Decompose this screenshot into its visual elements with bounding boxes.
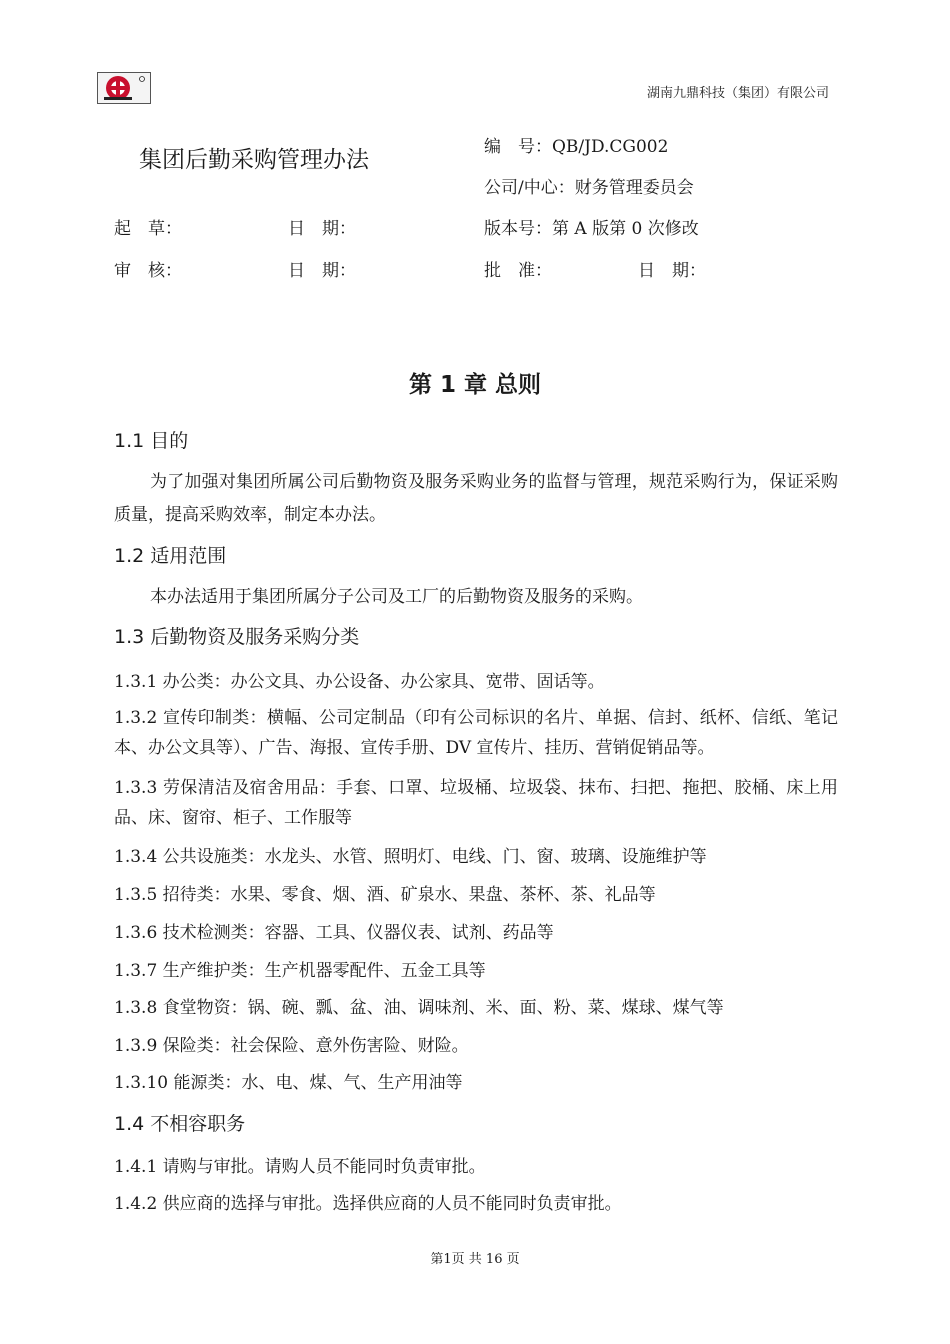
review-date-label: 日 期： xyxy=(288,261,356,281)
company-logo xyxy=(97,72,151,104)
page-number: 第1页 共 16 页 xyxy=(430,1252,520,1267)
draft-date-label: 日 期： xyxy=(288,219,356,239)
document-department: 公司/中心：财务管理委员会 xyxy=(484,178,694,198)
list-item: 1.3.7 生产维护类：生产机器零配件、五金工具等 xyxy=(114,961,486,981)
section-heading-1-3: 1.3 后勤物资及服务采购分类 xyxy=(114,626,360,648)
list-item: 1.3.8 食堂物资：锅、碗、瓢、盆、油、调味剂、米、面、粉、菜、煤球、煤气等 xyxy=(114,998,724,1018)
section-heading-1-1: 1.1 目的 xyxy=(114,430,189,452)
section-text-1-1: 为了加强对集团所属公司后勤物资及服务采购业务的监督与管理，规范采购行为，保证采购质量，提高采购效率，制定本办法。 xyxy=(114,472,838,525)
list-item: 1.3.1 办公类：办公文具、办公设备、办公家具、宽带、固话等。 xyxy=(114,672,605,692)
document-number: 编 号：QB/JD.CG002 xyxy=(484,137,669,157)
chapter-heading: 第 1 章 总则 xyxy=(408,372,542,398)
drafter-label: 起 草： xyxy=(114,219,182,239)
list-item: 1.4.2 供应商的选择与审批。选择供应商的人员不能同时负责审批。 xyxy=(114,1194,622,1214)
section-heading-1-2: 1.2 适用范围 xyxy=(114,545,227,567)
section-text-1-2: 本办法适用于集团所属分子公司及工厂的后勤物资及服务的采购。 xyxy=(150,587,643,607)
list-item: 1.4.1 请购与审批。请购人员不能同时负责审批。 xyxy=(114,1157,486,1177)
list-item: 1.3.10 能源类：水、电、煤、气、生产用油等 xyxy=(114,1073,463,1093)
section-heading-1-4: 1.4 不相容职务 xyxy=(114,1113,246,1135)
list-item: 1.3.6 技术检测类：容器、工具、仪器仪表、试剂、药品等 xyxy=(114,923,554,943)
list-item: 1.3.4 公共设施类：水龙头、水管、照明灯、电线、门、窗、玻璃、设施维护等 xyxy=(114,847,707,867)
list-item: 1.3.2 宣传印制类：横幅、公司定制品（印有公司标识的名片、单据、信封、纸杯、信纸、笔记本、办公文具等）、广告、海报、宣传手册、DV 宣传片、挂历、营销促销品等。 xyxy=(114,708,838,758)
logo-emblem-icon xyxy=(98,73,150,103)
company-name: 湖南九鼎科技（集团）有限公司 xyxy=(646,86,829,101)
approver-label: 批 准： xyxy=(484,261,552,281)
document-title: 集团后勤采购管理办法 xyxy=(139,147,369,173)
reviewer-label: 审 核： xyxy=(114,261,182,281)
document-version: 版本号：第 A 版第 0 次修改 xyxy=(484,219,699,239)
list-item: 1.3.9 保险类：社会保险、意外伤害险、财险。 xyxy=(114,1036,469,1056)
list-item: 1.3.3 劳保清洁及宿舍用品：手套、口罩、垃圾桶、垃圾袋、抹布、扫把、拖把、胶桶、床上用品、床、窗帘、柜子、工作服等 xyxy=(114,778,838,828)
list-item: 1.3.5 招待类：水果、零食、烟、酒、矿泉水、果盘、茶杯、茶、礼品等 xyxy=(114,885,656,905)
approve-date-label: 日 期： xyxy=(638,261,706,281)
